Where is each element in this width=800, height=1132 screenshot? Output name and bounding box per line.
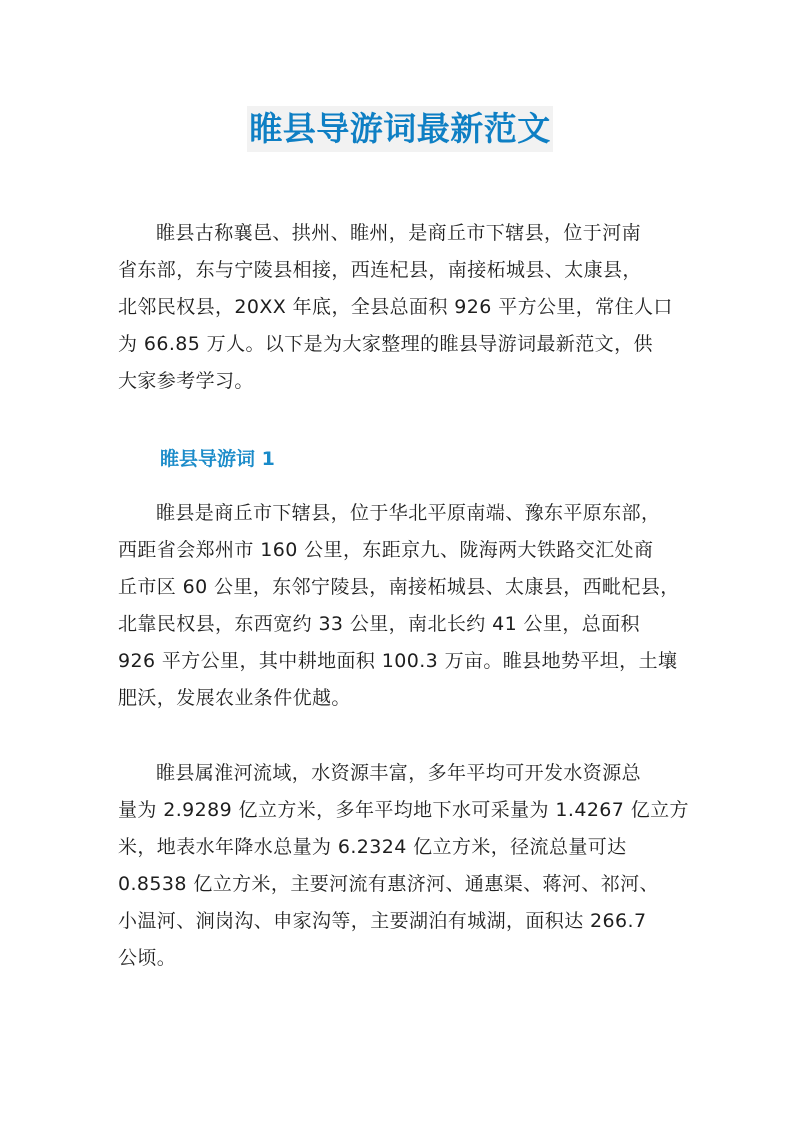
text-line: 0.8538 亿立方米，主要河流有惠济河、通惠渠、蒋河、祁河、 — [118, 873, 659, 895]
text-line: 省东部，东与宁陵县相接，西连杞县，南接柘城县、太康县， — [118, 259, 642, 281]
text-line: 睢县古称襄邑、拱州、睢州，是商丘市下辖县，位于河南 — [156, 222, 642, 244]
text-line: 北靠民权县，东西宽约 33 公里，南北长约 41 公里，总面积 — [118, 613, 640, 635]
title-container — [0, 106, 800, 152]
section-heading: 睢县导游词 1 — [160, 448, 275, 470]
text-line: 米，地表水年降水总量为 6.2324 亿立方米，径流总量可达 — [118, 836, 627, 858]
text-line: 睢县是商丘市下辖县，位于华北平原南端、豫东平原东部， — [156, 502, 661, 524]
text-line: 大家参考学习。 — [118, 370, 254, 392]
text-line: 睢县属淮河流域，水资源丰富，多年平均可开发水资源总 — [156, 762, 642, 784]
section-paragraph — [118, 495, 688, 717]
text-line: 量为 2.9289 亿立方米，多年平均地下水可采量为 1.4267 亿立方 — [118, 799, 689, 821]
text-line: 公顷。 — [118, 947, 177, 969]
text-line: 926 平方公里，其中耕地面积 100.3 万亩。睢县地势平坦，土壤 — [118, 650, 678, 672]
text-line: 丘市区 60 公里，东邻宁陵县，南接柘城县、太康县，西毗杞县， — [118, 576, 680, 598]
text-line: 西距省会郑州市 160 公里，东距京九、陇海两大铁路交汇处商 — [118, 539, 654, 561]
text-line: 为 66.85 万人。以下是为大家整理的睢县导游词最新范文，供 — [118, 333, 653, 355]
intro-paragraph — [118, 215, 688, 400]
text-line: 肥沃，发展农业条件优越。 — [118, 687, 351, 709]
document-title: 睢县导游词最新范文 — [247, 106, 553, 152]
text-line: 北邻民权县，20XX 年底，全县总面积 926 平方公里，常住人口 — [118, 296, 673, 318]
section-paragraph — [118, 755, 688, 977]
text-line: 小温河、涧岗沟、申家沟等，主要湖泊有城湖，面积达 266.7 — [118, 910, 647, 932]
